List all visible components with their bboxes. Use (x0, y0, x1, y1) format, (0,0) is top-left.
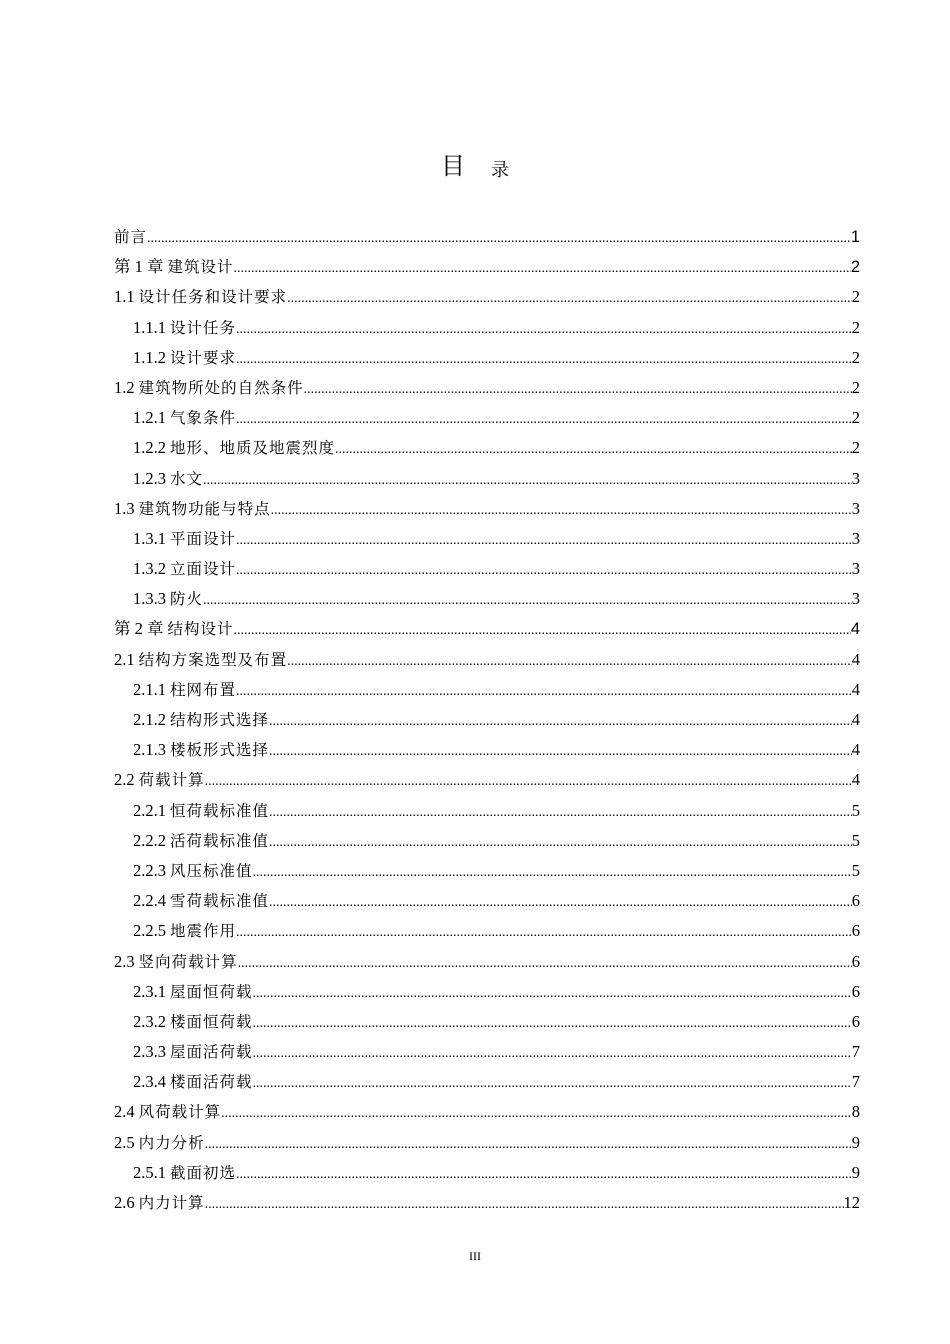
toc-entry-number: 2.3.1 (133, 981, 166, 1001)
toc-entry-text: 结构形式选择 (170, 711, 270, 729)
toc-entry-label (133, 977, 253, 1007)
toc-entry-page: 7 (851, 1042, 860, 1062)
toc-entry[interactable] (114, 886, 860, 916)
toc-entry-page: 6 (851, 891, 860, 911)
toc-entry-page: 1 (850, 228, 860, 246)
toc-entry-label (114, 373, 304, 403)
toc-entry[interactable] (114, 554, 860, 584)
toc-entry-number: 2.1 (114, 649, 135, 669)
toc-entry-number: 2.4 (114, 1102, 135, 1122)
toc-title (0, 146, 950, 181)
toc-entry[interactable] (114, 675, 860, 705)
toc-entry-text: 屋面恒荷载 (170, 982, 253, 1001)
toc-title-suffix: 录 (491, 160, 509, 181)
toc-entry-text: 结构方案选型及布置 (138, 650, 288, 669)
toc-entry-label (133, 343, 236, 373)
toc-entry-text: 恒荷载标准值 (170, 801, 270, 820)
toc-entry-text: 立面设计 (170, 560, 237, 579)
toc-entry-text: 建筑设计 (167, 258, 234, 277)
toc-entry-label (114, 494, 271, 524)
toc-entry-text: 设计要求 (170, 348, 237, 367)
toc-entry[interactable] (114, 313, 860, 343)
dot-leader (253, 1009, 852, 1039)
toc-entry-number: 1.3.3 (133, 589, 166, 609)
toc-entry-text: 活荷载标准值 (170, 831, 270, 850)
toc-entry-page: 2 (851, 317, 860, 337)
toc-entry-number: 1.2.1 (133, 408, 166, 428)
toc-entry-text: 建筑物功能与特点 (138, 499, 271, 518)
toc-entry[interactable] (114, 1067, 860, 1097)
toc-entry-text: 设计任务和设计要求 (138, 288, 288, 307)
dot-leader (253, 1069, 852, 1099)
toc-entry-page: 12 (843, 1193, 860, 1212)
dot-leader (203, 586, 852, 616)
toc-entry[interactable] (114, 826, 860, 856)
toc-entry-page: 4 (850, 620, 860, 639)
toc-entry[interactable] (114, 464, 860, 494)
toc-entry[interactable] (114, 705, 860, 735)
dot-leader (234, 254, 851, 284)
dot-leader (236, 556, 852, 586)
dot-leader (253, 1039, 852, 1069)
toc-entry[interactable] (114, 252, 860, 282)
toc-entry[interactable] (114, 222, 860, 252)
toc-entry-label (114, 282, 287, 312)
toc-entry[interactable] (114, 1097, 860, 1127)
toc-entry[interactable] (114, 856, 860, 886)
toc-entry-text: 地形、地质及地震烈度 (170, 439, 336, 458)
toc-entry[interactable] (114, 796, 860, 826)
toc-entry-page: 6 (851, 951, 860, 971)
dot-leader (234, 616, 851, 646)
toc-entry-text: 楼面活荷载 (170, 1073, 253, 1092)
toc-entry-text: 屋面活荷载 (170, 1043, 253, 1062)
toc-entry-label (133, 826, 269, 856)
toc-entry[interactable] (114, 373, 860, 403)
toc-entry-label (133, 705, 269, 735)
toc-entry-page: 5 (851, 830, 860, 850)
dot-leader (221, 1099, 852, 1129)
toc-entry-text: 水文 (170, 469, 204, 488)
toc-entry-text: 雪荷载标准值 (170, 892, 270, 911)
toc-entry-number: 2.5.1 (133, 1162, 166, 1182)
toc-entry[interactable] (114, 1007, 860, 1037)
toc-entry-text: 建筑物所处的自然条件 (138, 378, 304, 397)
toc-entry-number: 1.1 (114, 287, 135, 307)
toc-entry-page: 5 (851, 860, 860, 880)
toc-entry-label (133, 1007, 253, 1037)
toc-entry-text: 前言 (114, 228, 148, 246)
toc-entry-label (133, 1158, 236, 1188)
toc-entry-number: 第 2 章 (114, 619, 164, 639)
dot-leader (203, 466, 852, 496)
dot-leader (205, 1190, 844, 1220)
toc-entry-label (114, 614, 234, 644)
toc-entry-label (133, 554, 236, 584)
toc-entry-label (114, 1188, 205, 1218)
toc-entry-page: 9 (851, 1162, 860, 1182)
toc-entry-label (114, 645, 287, 675)
toc-entry-label (133, 464, 203, 494)
dot-leader (287, 284, 852, 314)
toc-entry-number: 1.3.2 (133, 559, 166, 579)
toc-entry-label (133, 735, 269, 765)
toc-entry-label (133, 886, 269, 916)
toc-entry-label (114, 1128, 205, 1158)
toc-entry-number: 第 1 章 (114, 257, 164, 277)
toc-entry-page: 2 (851, 287, 860, 307)
toc-entry-page: 2 (851, 408, 860, 428)
toc-entry[interactable] (114, 584, 860, 614)
toc-entry-number: 1.2 (114, 377, 135, 397)
toc-entry-page: 3 (851, 498, 860, 518)
toc-entry[interactable] (114, 735, 860, 765)
dot-leader (253, 858, 852, 888)
toc-entry-number: 2.3.3 (133, 1042, 166, 1062)
toc-entry-label (133, 403, 236, 433)
dot-leader (269, 828, 852, 858)
toc-entry-number: 2.2.5 (133, 921, 166, 941)
dot-leader (236, 918, 852, 948)
toc-entry[interactable] (114, 1037, 860, 1067)
toc-entry[interactable] (114, 977, 860, 1007)
toc-entry[interactable] (114, 765, 860, 795)
toc-entry[interactable] (114, 1188, 860, 1218)
dot-leader (236, 405, 852, 435)
toc-entry[interactable] (114, 343, 860, 373)
dot-leader (236, 315, 852, 345)
toc-entry-number: 2.2 (114, 770, 135, 790)
toc-entry[interactable] (114, 1158, 860, 1188)
toc-entry-label (133, 313, 236, 343)
toc-entry[interactable] (114, 1128, 860, 1158)
toc-entry-page: 7 (851, 1072, 860, 1092)
toc-entry-number: 1.1.1 (133, 317, 166, 337)
toc-entry-number: 2.6 (114, 1193, 135, 1212)
toc-entry-label (133, 796, 269, 826)
toc-entry-text: 气象条件 (170, 409, 237, 428)
toc-entry-number: 2.2.2 (133, 830, 166, 850)
toc-entry-page: 9 (851, 1132, 860, 1152)
table-of-contents (114, 222, 860, 1218)
toc-entry[interactable] (114, 433, 860, 463)
toc-entry[interactable] (114, 916, 860, 946)
dot-leader (269, 707, 852, 737)
toc-entry[interactable] (114, 614, 860, 644)
toc-entry-number: 2.2.1 (133, 800, 166, 820)
toc-entry-page: 4 (851, 770, 860, 790)
toc-entry[interactable] (114, 282, 860, 312)
toc-entry-label (114, 1097, 221, 1127)
toc-entry[interactable] (114, 494, 860, 524)
toc-entry-page: 3 (851, 528, 860, 548)
toc-title-main: 目 (441, 152, 465, 180)
toc-entry-label (133, 584, 203, 614)
toc-entry-text: 平面设计 (170, 529, 237, 548)
dot-leader (236, 345, 852, 375)
toc-entry-text: 楼面恒荷载 (170, 1012, 253, 1031)
toc-entry-text: 内力计算 (138, 1194, 205, 1212)
toc-entry-number: 2.1.3 (133, 740, 166, 760)
dot-leader (236, 526, 852, 556)
toc-entry-page: 3 (851, 589, 860, 609)
toc-entry-number: 2.3.2 (133, 1011, 166, 1031)
toc-entry[interactable] (114, 524, 860, 554)
toc-entry-page: 6 (851, 1011, 860, 1031)
toc-entry-text: 地震作用 (170, 922, 237, 941)
toc-entry-number: 2.2.3 (133, 860, 166, 880)
toc-entry-number: 2.3 (114, 951, 135, 971)
toc-entry-text: 内力分析 (138, 1133, 205, 1152)
toc-entry-label (133, 433, 335, 463)
toc-entry-text: 竖向荷载计算 (138, 952, 238, 971)
toc-entry-page: 4 (851, 679, 860, 699)
toc-entry-number: 1.3.1 (133, 528, 166, 548)
dot-leader (236, 1160, 852, 1190)
dot-leader (271, 496, 852, 526)
toc-entry-label (114, 222, 147, 252)
dot-leader (205, 767, 852, 797)
toc-entry-number: 2.3.4 (133, 1072, 166, 1092)
toc-entry-label (114, 947, 238, 977)
toc-entry-page: 6 (851, 921, 860, 941)
toc-entry-number: 1.2.3 (133, 468, 166, 488)
dot-leader (236, 677, 852, 707)
toc-entry-page: 4 (851, 710, 860, 729)
dot-leader (205, 1130, 852, 1160)
toc-entry-text: 截面初选 (170, 1163, 237, 1182)
toc-entry-text: 风荷载计算 (138, 1103, 222, 1122)
toc-entry-text: 防火 (170, 590, 204, 609)
dot-leader (238, 949, 852, 979)
toc-entry-label (114, 252, 234, 282)
toc-entry-text: 设计任务 (170, 318, 237, 337)
toc-entry-number: 2.1.2 (133, 710, 166, 729)
toc-entry-page: 4 (851, 740, 860, 760)
toc-entry-page: 4 (851, 649, 860, 669)
dot-leader (147, 224, 851, 254)
page-number: III (469, 1249, 481, 1263)
toc-entry-page: 6 (851, 981, 860, 1001)
toc-entry-text: 结构设计 (167, 620, 234, 639)
toc-entry-text: 荷载计算 (138, 771, 205, 790)
toc-entry-number: 1.1.2 (133, 347, 166, 367)
toc-entry-label (133, 856, 253, 886)
toc-entry-text: 柱网布置 (170, 680, 237, 699)
toc-entry-label (133, 916, 236, 946)
toc-entry-page: 8 (851, 1102, 860, 1122)
toc-entry-page: 2 (850, 258, 860, 277)
toc-entry-label (114, 765, 205, 795)
toc-entry-page: 3 (851, 468, 860, 488)
toc-entry-label (133, 1067, 253, 1097)
toc-entry-page: 3 (851, 559, 860, 579)
dot-leader (304, 375, 852, 405)
toc-entry-page: 5 (851, 800, 860, 820)
toc-entry-label (133, 675, 236, 705)
toc-entry-page: 2 (851, 438, 860, 458)
toc-entry-number: 2.1.1 (133, 679, 166, 699)
toc-entry[interactable] (114, 645, 860, 675)
toc-entry-number: 1.2.2 (133, 438, 166, 458)
toc-entry-label (133, 524, 236, 554)
dot-leader (253, 979, 852, 1009)
dot-leader (335, 435, 852, 465)
dot-leader (269, 737, 852, 767)
toc-entry-page: 2 (851, 347, 860, 367)
toc-entry[interactable] (114, 403, 860, 433)
toc-entry-number: 2.5 (114, 1132, 135, 1152)
toc-entry[interactable] (114, 947, 860, 977)
toc-entry-label (133, 1037, 253, 1067)
toc-entry-page: 2 (851, 377, 860, 397)
dot-leader (287, 647, 852, 677)
dot-leader (269, 888, 852, 918)
toc-entry-text: 楼板形式选择 (170, 741, 270, 760)
toc-entry-number: 2.2.4 (133, 891, 166, 911)
toc-entry-number: 1.3 (114, 498, 135, 518)
dot-leader (269, 798, 852, 828)
toc-entry-text: 风压标准值 (170, 861, 253, 880)
